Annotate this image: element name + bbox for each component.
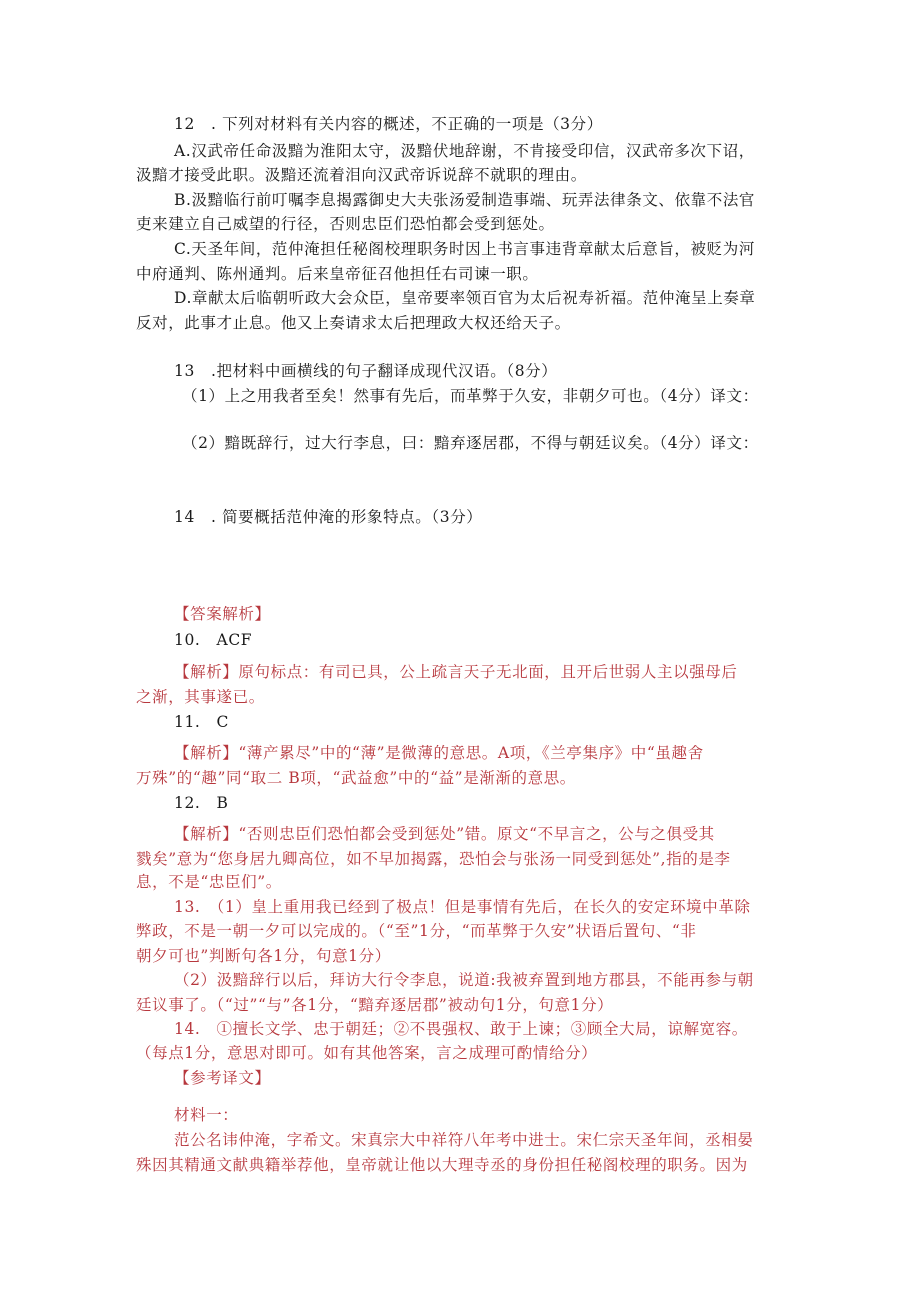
translation-line1: 范公名讳仲淹，字希文。宋真宗大中祥符八年考中进士。宋仁宗天圣年间，丞相晏 — [174, 1131, 754, 1149]
answers-header: 【答案解析】 — [174, 605, 271, 623]
q12-option-c-line1: C.天圣年间，范仲淹担任秘阁校理职务时因上书言事违背章献太后意旨，被贬为河 — [174, 240, 755, 258]
q12-option-b-line2: 吏来建立自己威望的行径，否则忠臣们恐怕都会受到惩处。 — [136, 215, 555, 233]
answer-10: 10. ACF — [174, 631, 253, 649]
q12-option-a-line1: A.汉武帝任命汲黯为淮阳太守，汲黯伏地辞谢，不肯接受印信，汉武帝多次下诏， — [174, 142, 755, 160]
material-one-label: 材料一： — [174, 1106, 239, 1124]
answer-11-explanation-line1: 【解析】“薄产累尽”中的“薄”是微薄的意思。A项，《兰亭集序》中“虽趣舍 — [174, 744, 704, 762]
translation-line2: 殊因其精通文献典籍举荐他，皇帝就让他以大理寺丞的身份担任秘阁校理的职务。因为 — [136, 1156, 748, 1174]
q13-sub2: （2）黯既辞行，过大行李息，曰：黯弃逐居郡，不得与朝廷议矣。（4分）译文： — [182, 434, 759, 452]
answer-11: 11. C — [174, 713, 230, 731]
reference-translation-header: 【参考译文】 — [174, 1069, 271, 1087]
answer-13-line5: 廷议事了。（“过”“与”各1分，“黯弃逐居郡”被动句1分，句意1分） — [136, 996, 614, 1014]
q12-stem: 12 . 下列对材料有关内容的概述，不正确的一项是（3分） — [174, 115, 603, 133]
answer-13-line1: 13. （1）皇上重用我已经到了极点！但是事情有先后，在长久的安定环境中革除 — [174, 898, 751, 916]
answer-11-explanation-line2: 万殊”的“趣”同“取二 B项，“武益愈”中的“益”是渐渐的意思。 — [136, 769, 576, 787]
answer-14-line1: 14. ①擅长文学、忠于朝廷；②不畏强权、敢于上谏；③顾全大局，谅解宽容。 — [174, 1020, 748, 1038]
q12-option-d-line2: 反对，此事才止息。他又上奏请求太后把理政大权还给天子。 — [136, 314, 571, 332]
q14-stem: 14 . 简要概括范仲淹的形象特点。（3分） — [174, 508, 483, 526]
answer-13-line4: （2）汲黯辞行以后，拜访大行令李息，说道:我被弃置到地方郡县，不能再参与朝 — [174, 971, 754, 989]
q12-option-a-line2: 汲黯才接受此职。汲黯还流着泪向汉武帝诉说辞不就职的理由。 — [136, 166, 587, 184]
answer-10-explanation-line2: 之渐，其事遂已。 — [136, 688, 265, 706]
answer-12: 12. B — [174, 794, 229, 812]
answer-12-explanation-line2: 戮矣”意为“您身居九卿高位，如不早加揭露，恐怕会与张汤一同受到惩处”,指的是李 — [136, 850, 731, 868]
q12-option-c-line2: 中府通判、陈州通判。后来皇帝征召他担任右司谏一职。 — [136, 265, 539, 283]
answer-10-explanation-line1: 【解析】原句标点：有司已具，公上疏言天子无北面，且开后世弱人主以强母后 — [174, 663, 738, 681]
answer-12-explanation-line1: 【解析】“否则忠臣们恐怕都会受到惩处”错。原文“不早言之，公与之俱受其 — [174, 825, 715, 843]
q13-stem: 13 .把材料中画横线的句子翻译成现代汉语。（8分） — [174, 362, 558, 380]
answer-12-explanation-line3: 息，不是“忠臣们”。 — [136, 873, 282, 891]
q12-option-b-line1: B.汲黯临行前叮嘱李息揭露御史大夫张汤爱制造事端、玩弄法律条文、依靠不法官 — [174, 191, 756, 209]
answer-13-line2: 弊政，不是一朝一夕可以完成的。（“至”1分，“而革弊于久安”状语后置句、“非 — [136, 922, 697, 940]
answer-14-line2: （每点1分，意思对即可。如有其他答案，言之成理可酌情给分） — [136, 1044, 598, 1062]
q13-sub1: （1）上之用我者至矣！然事有先后，而革弊于久安，非朝夕可也。（4分）译文： — [182, 387, 759, 405]
q12-option-d-line1: D.章献太后临朝听政大会众臣，皇帝要率领百官为太后祝寿祈福。范仲淹呈上奏章 — [174, 289, 756, 307]
answer-13-line3: 朝夕可也”判断句各1分，句意1分） — [136, 947, 391, 965]
